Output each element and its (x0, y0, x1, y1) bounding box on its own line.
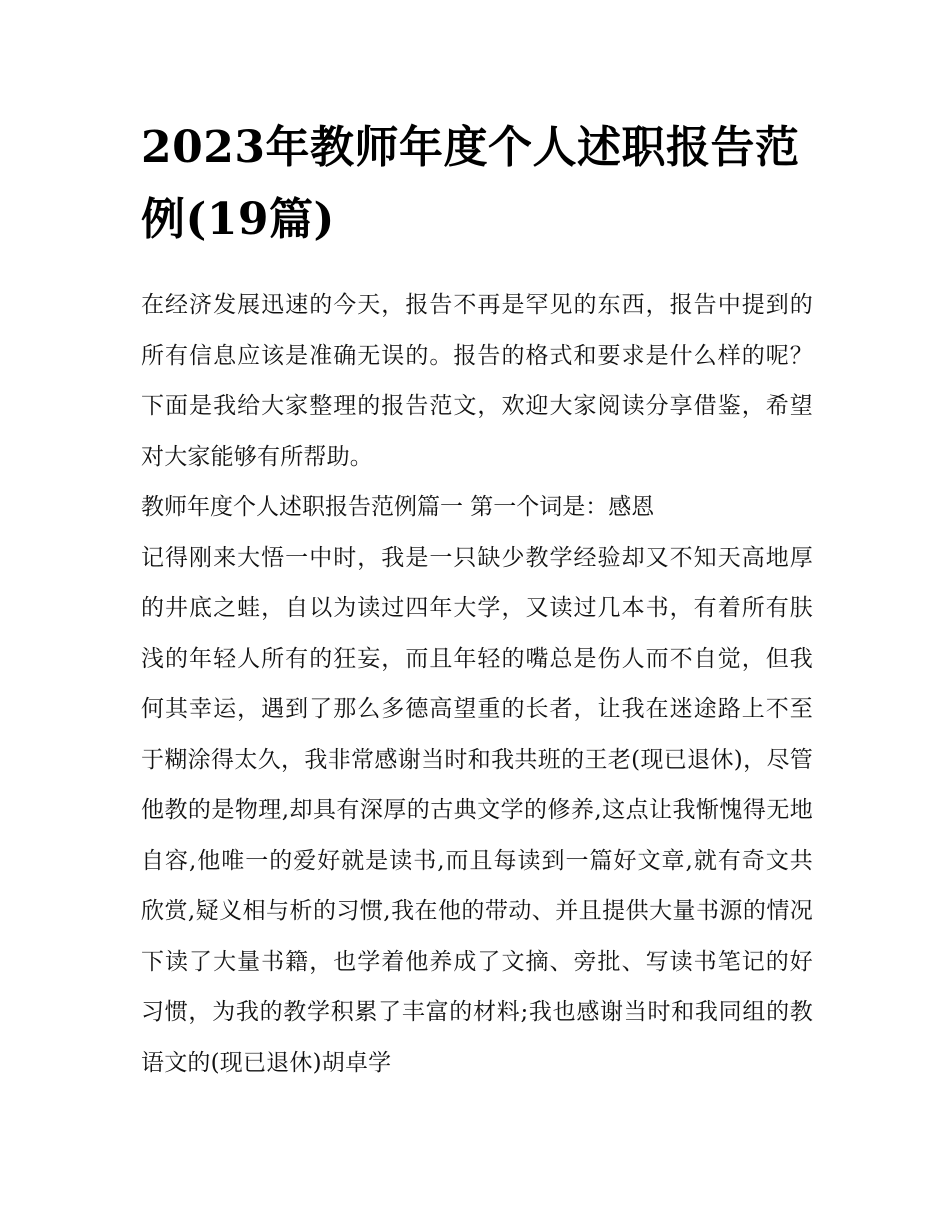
section-heading: 教师年度个人述职报告范例篇一 第一个词是：感恩 (141, 494, 655, 520)
intro-paragraph: 在经济发展迅速的今天，报告不再是罕见的东西，报告中提到的所有信息应该是准确无误的。报告的格式和要求是什么样的呢？下面是我给大家整理的报告范文，欢迎大家阅读分享借鉴，希望对大家能够有所帮助。 (141, 292, 813, 470)
document-page (141, 112, 813, 1088)
document-title: 2023年教师年度个人述职报告范例(19篇) (141, 122, 800, 245)
body-paragraph: 记得刚来大悟一中时，我是一只缺少教学经验却又不知天高地厚的井底之蛙，自以为读过四年大学，又读过几本书，有着所有肤浅的年轻人所有的狂妄，而且年轻的嘴总是伤人而不自觉，但我何其幸运，遇到了那么多德高望重的长者，让我在迷途路上不至于糊涂得太久，我非常感谢当时和我共班的王老(现已退休)，尽管他教的是物理,却具有深厚的古典文学的修养,这点让我惭愧得无地自容,他唯一的爱好就是读书,而且每读到一篇好文章,就有奇文共欣赏,疑义相与析的习惯,我在他的带动、并且提供大量书源的情况下读了大量书籍，也学着他养成了文摘、旁批、写读书笔记的好习惯，为我的教学积累了丰富的材料;我也感谢当时和我同组的教语文的(现已退休)胡卓学 (141, 544, 813, 1076)
